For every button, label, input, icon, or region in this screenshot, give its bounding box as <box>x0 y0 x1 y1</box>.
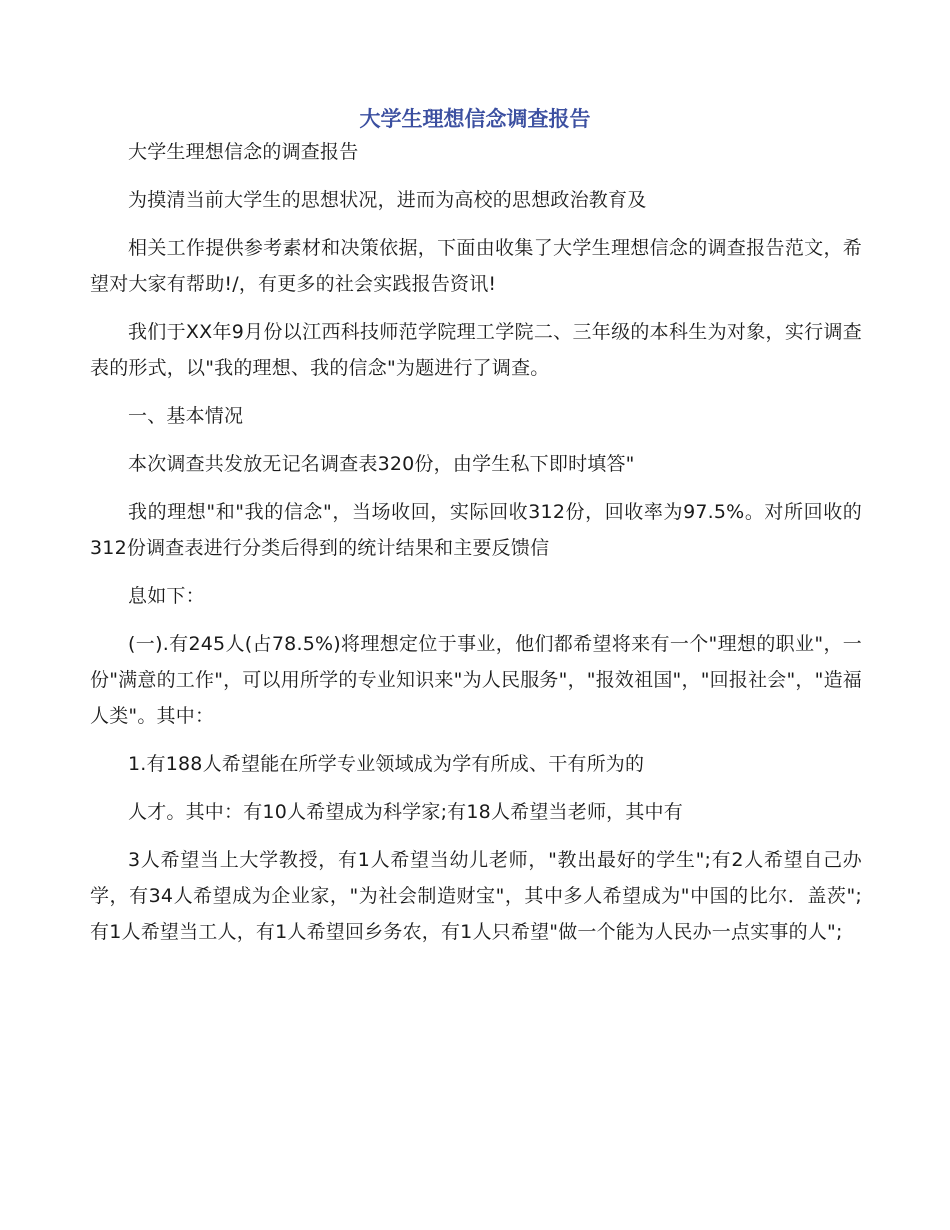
paragraph: 本次调查共发放无记名调查表320份，由学生私下即时填答" <box>128 453 635 475</box>
paragraph: (一).有245人(占78.5%)将理想定位于事业，他们都希望将来有一个"理想的职业"，一份"满意的工作"，可以用所学的专业知识来"为人民服务"，"报效祖国"，"回报社会"，"造福人类"。其中： <box>90 633 862 727</box>
paragraph: 3人希望当上大学教授，有1人希望当幼儿老师，"教出最好的学生";有2人希望自己办学，有34人希望成为企业家，"为社会制造财宝"，其中多人希望成为"中国的比尔．盖茨";有1人希望当工人，有1人希望回乡务农，有1人只希望"做一个能为人民办一点实事的人"; <box>90 849 862 943</box>
document-title: 大学生理想信念调查报告 <box>359 106 591 131</box>
paragraph: 息如下： <box>128 585 205 607</box>
section-heading: 一、基本情况 <box>128 405 244 427</box>
document-body <box>90 134 862 950</box>
paragraph: 为摸清当前大学生的思想状况，进而为高校的思想政治教育及 <box>128 189 647 211</box>
paragraph: 我的理想"和"我的信念"，当场收回，实际回收312份，回收率为97.5%。对所回收的312份调查表进行分类后得到的统计结果和主要反馈信 <box>90 501 862 559</box>
paragraph: 大学生理想信念的调查报告 <box>128 141 359 163</box>
paragraph: 人才。其中：有10人希望成为科学家;有18人希望当老师，其中有 <box>128 801 683 823</box>
paragraph: 我们于XX年9月份以江西科技师范学院理工学院二、三年级的本科生为对象，实行调查表的形式，以"我的理想、我的信念"为题进行了调查。 <box>90 321 862 379</box>
paragraph: 相关工作提供参考素材和决策依据，下面由收集了大学生理想信念的调查报告范文，希望对大家有帮助!/，有更多的社会实践报告资讯! <box>90 237 862 295</box>
paragraph: 1.有188人希望能在所学专业领域成为学有所成、干有所为的 <box>128 753 645 775</box>
